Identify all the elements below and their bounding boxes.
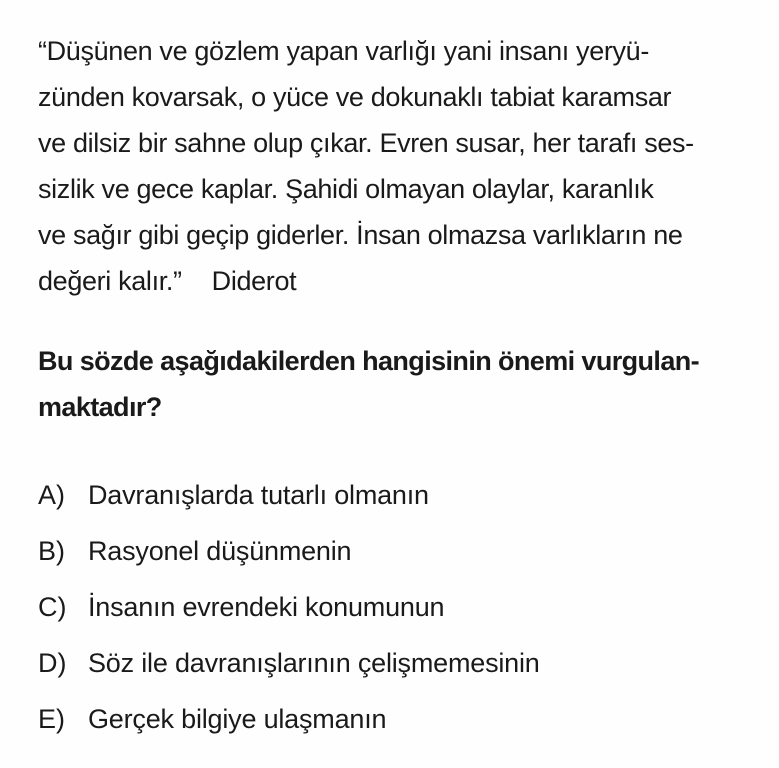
option-a[interactable] [38, 472, 738, 528]
option-letter: C) [38, 592, 67, 622]
option-text: Rasyonel düşünmenin [88, 536, 352, 566]
quote-passage [38, 28, 738, 304]
option-text: Gerçek bilgiye ulaşmanın [88, 704, 387, 734]
quote-line: ve sağır gibi geçip giderler. İnsan olmazsa varlıkların ne [38, 220, 683, 250]
option-letter: D) [38, 648, 67, 678]
question-line: maktadır? [38, 392, 162, 422]
option-letter: A) [38, 480, 65, 510]
answer-options [38, 472, 738, 752]
option-text: Söz ile davranışlarının çelişmemesinin [88, 648, 540, 678]
option-letter: E) [38, 704, 65, 734]
quote-line-last [38, 258, 738, 304]
quote-line-text: değeri kalır.” [38, 266, 182, 296]
quote-line: ve dilsiz bir sahne olup çıkar. Evren susar, her tarafı ses- [38, 128, 694, 158]
option-letter: B) [38, 536, 65, 566]
option-b[interactable] [38, 528, 738, 584]
question-line: Bu sözde aşağıdakilerden hangisinin önemi vurgulan- [38, 346, 700, 376]
option-e[interactable] [38, 696, 738, 752]
option-c[interactable] [38, 584, 738, 640]
quote-line: “Düşünen ve gözlem yapan varlığı yani insanı yeryü- [38, 36, 649, 66]
question-stem [38, 338, 748, 430]
quote-line: sizlik ve gece kaplar. Şahidi olmayan olaylar, karanlık [38, 174, 654, 204]
quote-author: Diderot [211, 266, 297, 296]
option-text: İnsanın evrendeki konumunun [88, 592, 445, 622]
option-d[interactable] [38, 640, 738, 696]
option-text: Davranışlarda tutarlı olmanın [88, 480, 429, 510]
quote-line: zünden kovarsak, o yüce ve dokunaklı tabiat karamsar [38, 82, 672, 112]
